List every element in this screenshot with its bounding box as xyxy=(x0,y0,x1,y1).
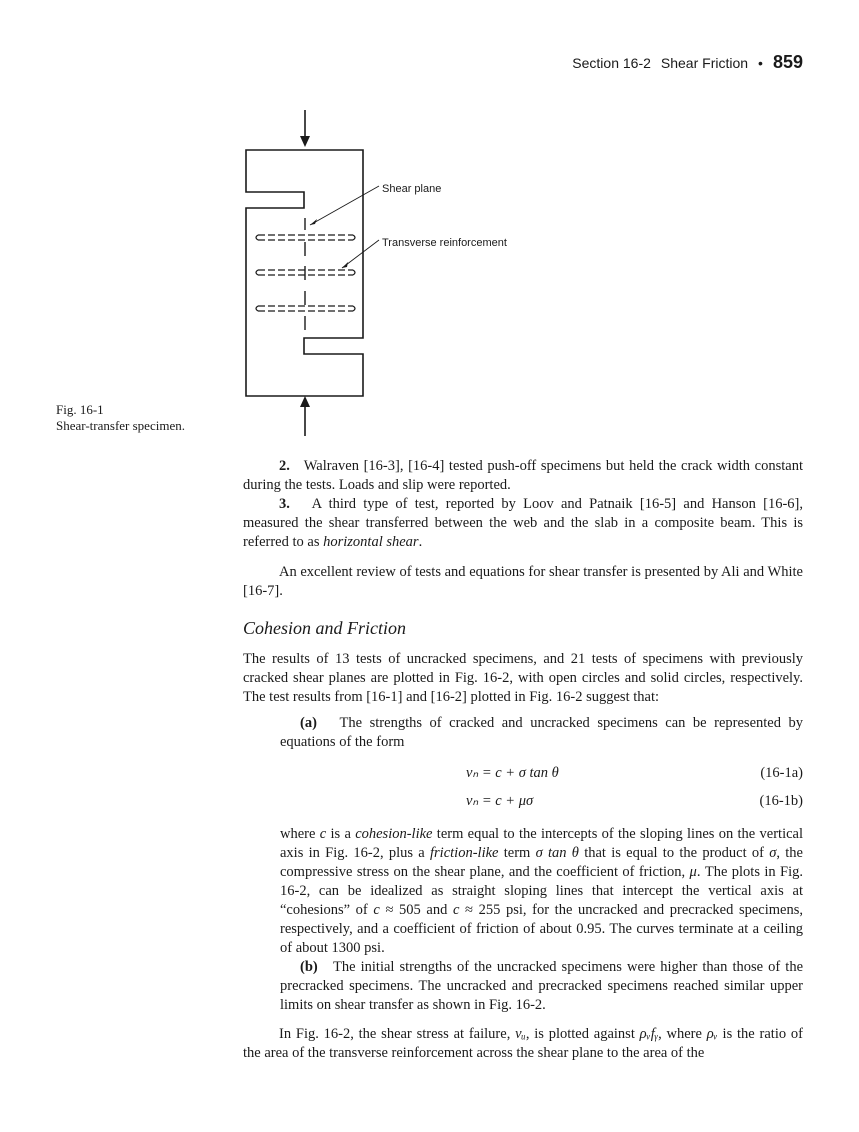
section-heading: Cohesion and Friction xyxy=(243,618,406,638)
where-t9: ≈ 255 psi, for the uncracked and precracked specimens, respectively, and a coefficient of friction of about 0.95. The curves terminate at a ceiling of about 1300 psi. xyxy=(280,902,803,956)
where-t1: where xyxy=(280,826,320,842)
where-c: c xyxy=(319,826,327,842)
where-sigma-tan: σ tan θ xyxy=(535,845,579,861)
shear-plane-leader xyxy=(310,186,379,225)
item-b-label: (b) xyxy=(300,959,318,975)
where-text xyxy=(280,825,803,958)
where-t5: that is equal to the product of xyxy=(578,845,770,861)
where-t6: , the compressive stress on the shear plane, and the coefficient of friction, xyxy=(280,845,803,880)
item-a xyxy=(243,714,803,752)
equation-16-1a: vₙ = c + σ tan θ xyxy=(466,765,559,781)
running-header xyxy=(572,52,803,73)
where-paragraph xyxy=(280,825,803,958)
results-text: The results of 13 tests of uncracked specimens, and 21 tests of specimens with previously cracked shear planes are plotted in Fig. 16-2, with open circles and solid circles, respectively. The test results from [16-1] and [16-2] plotted in Fig. 16-2 suggest that: xyxy=(243,651,803,705)
where-sigma: σ xyxy=(769,845,777,861)
header-bullet: • xyxy=(758,55,763,71)
where-c2: c xyxy=(452,902,460,918)
item-a-text: The strengths of cracked and uncracked specimens can be represented by equations of the form xyxy=(280,715,804,750)
where-t2: is a xyxy=(326,826,356,842)
item-3-emphasis: horizontal shear xyxy=(323,534,419,550)
last-t3: , where xyxy=(658,1026,707,1042)
where-cohesion: cohesion-like xyxy=(355,826,433,842)
where-t3: term equal to the intercepts of the sloping lines on the vertical axis in Fig. 16-2, plus a xyxy=(280,826,804,861)
last-t2: , is plotted against xyxy=(525,1026,640,1042)
last-rho: ρᵥ xyxy=(706,1026,718,1042)
review-text: An excellent review of tests and equations for shear transfer is presented by Ali and White [16-7]. xyxy=(243,564,803,599)
where-mu: μ xyxy=(689,864,697,880)
section-title: Shear Friction xyxy=(660,55,749,71)
where-friction: friction-like xyxy=(430,845,499,861)
item-2 xyxy=(243,457,803,495)
figure-caption-text: Shear-transfer specimen. xyxy=(56,418,185,433)
where-t7: . The plots in Fig. 16-2, can be idealized as straight sloping lines that intercept the vertical axis at “cohesions” of xyxy=(280,864,803,918)
item-3-text: A third type of test, reported by Loov and Patnaik [16-5] and Hanson [16-6], measured the shear transferred between the web and the slab in a composite beam. This is referred to as xyxy=(243,496,803,550)
last-t4: is the ratio of the area of the transverse reinforcement across the shear plane to the area of the xyxy=(243,1026,803,1061)
shear-transfer-specimen-figure xyxy=(236,106,566,436)
last-vu: vᵤ xyxy=(515,1026,526,1042)
page-number: 859 xyxy=(772,52,803,72)
item-3 xyxy=(243,495,803,552)
section-number: Section 16-2 xyxy=(572,55,651,71)
figure-caption xyxy=(56,402,185,434)
numbered-items xyxy=(243,457,803,552)
bottom-arrowhead xyxy=(300,396,310,407)
item-3-period: . xyxy=(418,534,423,550)
equation-number-16-1b: (16-1b) xyxy=(759,793,803,809)
equation-16-1b: vₙ = c + μσ xyxy=(466,793,534,809)
shear-plane-label: Shear plane xyxy=(382,183,442,195)
last-text xyxy=(243,1025,803,1063)
item-2-number: 2. xyxy=(279,458,290,474)
item-2-text: Walraven [16-3], [16-4] tested push-off specimens but held the crack width constant during the tests. Loads and slip were reported. xyxy=(243,458,803,493)
top-arrowhead xyxy=(300,136,310,147)
last-paragraph xyxy=(243,1025,803,1063)
transverse-reinforcement-label: Transverse reinforcement xyxy=(382,237,507,249)
item-b-text: The initial strengths of the uncracked specimens were higher than those of the precracked specimens. The uncracked and precracked specimens reached similar upper limits on shear transfer as shown in Fig. 16-2. xyxy=(280,959,804,1013)
equation-number-16-1a: (16-1a) xyxy=(760,765,803,781)
item-a-label: (a) xyxy=(300,715,317,731)
last-t1: In Fig. 16-2, the shear stress at failure, xyxy=(279,1026,516,1042)
where-c1: c xyxy=(373,902,380,918)
last-rho-fy: ρᵥfᵧ xyxy=(639,1026,659,1042)
item-b xyxy=(280,958,803,1015)
results-paragraph xyxy=(243,650,803,707)
where-t8: ≈ 505 and xyxy=(379,902,453,918)
where-t4: term xyxy=(498,845,536,861)
figure-number: Fig. 16-1 xyxy=(56,402,104,417)
review-paragraph xyxy=(243,563,803,601)
item-3-number: 3. xyxy=(279,496,290,512)
